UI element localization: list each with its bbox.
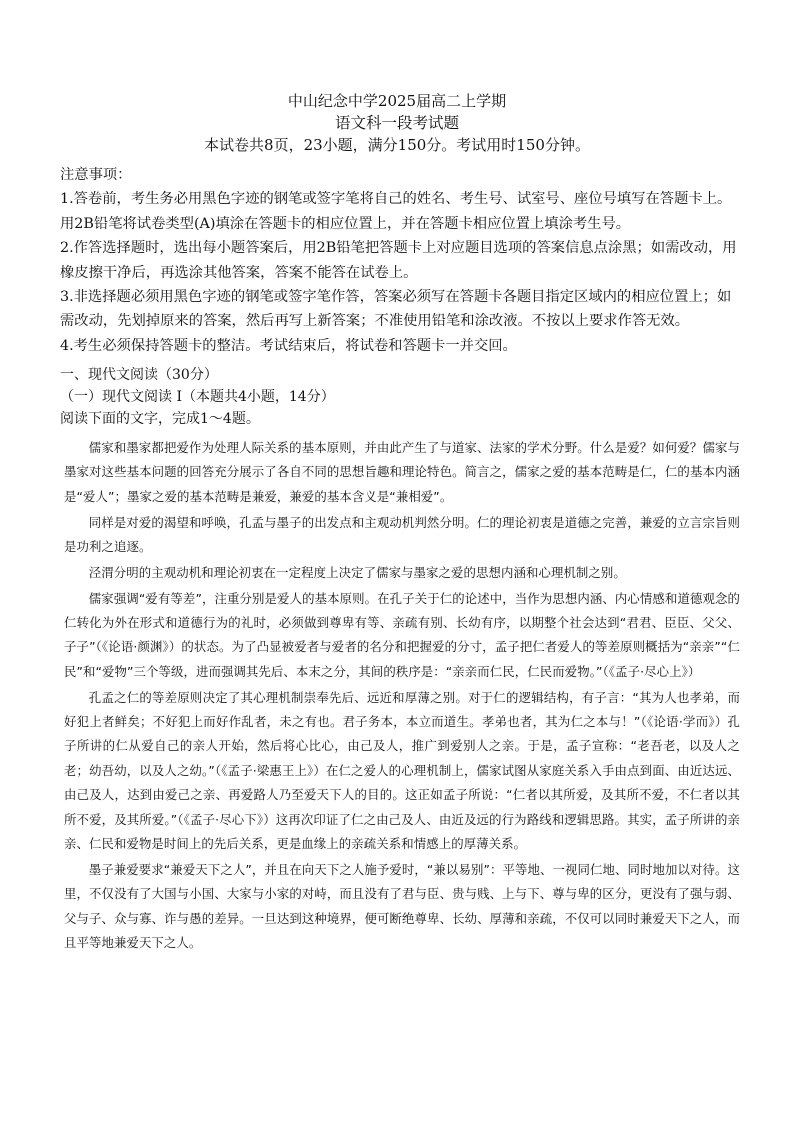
passage-paragraph: 同样是对爱的渴望和呼唤，孔孟与墨子的出发点和主观动机判然分明。仁的理论初衷是道德之完善，兼爱的立言宗旨则是功利之追逐。 — [64, 514, 740, 555]
exam-header — [0, 90, 794, 156]
notice-item: 用2B铅笔将试卷类型(A)填涂在答题卡的相应位置上，并在答题卡相应位置上填涂考生号。 — [60, 215, 631, 232]
passage-paragraph: 儒家和墨家都把爱作为处理人际关系的基本原则，并由此产生了与道家、法家的学术分野。什么是爱？如何爱？儒家与墨家对这些基本问题的回答充分展示了各自不同的思想旨趣和理论特色。简言之，儒家之爱的基本范畴是仁，仁的基本内涵是“爱人”；墨家之爱的基本范畴是兼爱，兼爱的基本含义是“兼相爱”。 — [64, 440, 740, 504]
passage-paragraph: 孔孟之仁的等差原则决定了其心理机制崇奉先后、远近和厚薄之别。对于仁的逻辑结构，有子言：“其为人也孝弟，而好犯上者鲜矣；不好犯上而好作乱者，未之有也。君子务本，本立而道生。孝弟也者，其为仁之本与！”（《论语·学而》）孔子所讲的仁从爱自己的亲人开始，然后将心比心，由己及人，推广到爱别人之亲。于是，孟子宣称：“老吾老，以及人之老；幼吾幼，以及人之幼。”（《孟子·梁惠王上》）在仁之爱人的心理机制上，儒家试图从家庭关系入手由点到面、由近达远、由己及人，达到由爱己之亲、再爱路人乃至爱天下人的目的。这正如孟子所说：“仁者以其所爱，及其所不爱，不仁者以其所不爱，及其所爱。”（《孟子·尽心下》）这再次印证了仁之由己及人、由近及远的行为路线和逻辑思路。其实，孟子所讲的亲亲、仁民和爱物是时间上的先后关系，更是血缘上的亲疏关系和情感上的厚薄关系。 — [64, 689, 740, 852]
passage-paragraph: 墨子兼爱要求“兼爱天下之人”，并且在向天下之人施予爱时，“兼以易别”：平等地、一视同仁地、同时地加以对待。这里，不仅没有了大国与小国、大家与小家的对峙，而且没有了君与臣、贵与贱、上与下、尊与卑的区分，更没有了强与弱、父与子、众与寡、诈与愚的差异。一旦达到这种境界，便可断绝尊卑、长幼、厚薄和亲疏，不仅可以同时兼爱天下之人，而且平等地兼爱天下之人。 — [64, 861, 740, 951]
exam-info: 本试卷共8页，23小题，满分150分。考试用时150分钟。 — [204, 136, 590, 154]
exam-title: 语文科一段考试题 — [334, 114, 459, 132]
notice-title: 注意事项： — [60, 167, 132, 183]
section-instruction: 阅读下面的文字，完成1～4题。 — [60, 411, 260, 427]
notice-section — [60, 163, 740, 358]
section-subheading: （一）现代文阅读 I（本题共4小题，14分） — [60, 389, 335, 405]
notice-item: 3.非选择题必须用黑色字迹的钢笔或签字笔作答，答案必须写在答题卡各题目指定区域内的相应位置上；如 — [60, 289, 732, 306]
school-title: 中山纪念中学2025届高二上学期 — [287, 92, 507, 110]
reading-section-header — [60, 364, 740, 430]
notice-item: 4.考生必须保持答题卡的整洁。考试结束后，将试卷和答题卡一并交回。 — [60, 337, 517, 354]
notice-item: 需改动，先划掉原来的答案，然后再写上新答案；不准使用铅笔和涂改液。不按以上要求作答无效。 — [60, 313, 690, 330]
passage-paragraph: 泾渭分明的主观动机和理论初衷在一定程度上决定了儒家与墨家之爱的思想内涵和心理机制之别。 — [88, 564, 626, 580]
section-heading: 一、现代文阅读（30分） — [60, 367, 218, 383]
passage-paragraph: 儒家强调“爱有等差”，注重分别是爱人的基本原则。在孔子关于仁的论述中，当作为思想内涵、内心情感和道德观念的仁转化为外在形式和道德行为的礼时，必须做到尊卑有等、亲疏有别、长幼有序，以期整个社会达到“君君、臣臣、父父、子子”（《论语·颜渊》）的状态。为了凸显被爱者与爱者的名分和把握爱的分寸，孟子把仁者爱人的等差原则概括为“亲亲”“仁民”和“爱物”三个等级，进而强调其先后、本末之分，其间的秩序是：“亲亲而仁民，仁民而爱物。”（《孟子·尽心上》） — [64, 590, 740, 679]
notice-item: 橡皮擦干净后，再选涂其他答案，答案不能答在试卷上。 — [60, 264, 418, 281]
notice-item: 2.作答选择题时，选出每小题答案后，用2B铅笔把答题卡上对应题目选项的答案信息点涂黑；如需改动，用 — [60, 240, 737, 257]
reading-passage — [64, 436, 740, 957]
notice-item: 1.答卷前，考生务必用黑色字迹的钢笔或签字笔将自己的姓名、考生号、试室号、座位号填写在答题卡上。 — [60, 191, 732, 208]
